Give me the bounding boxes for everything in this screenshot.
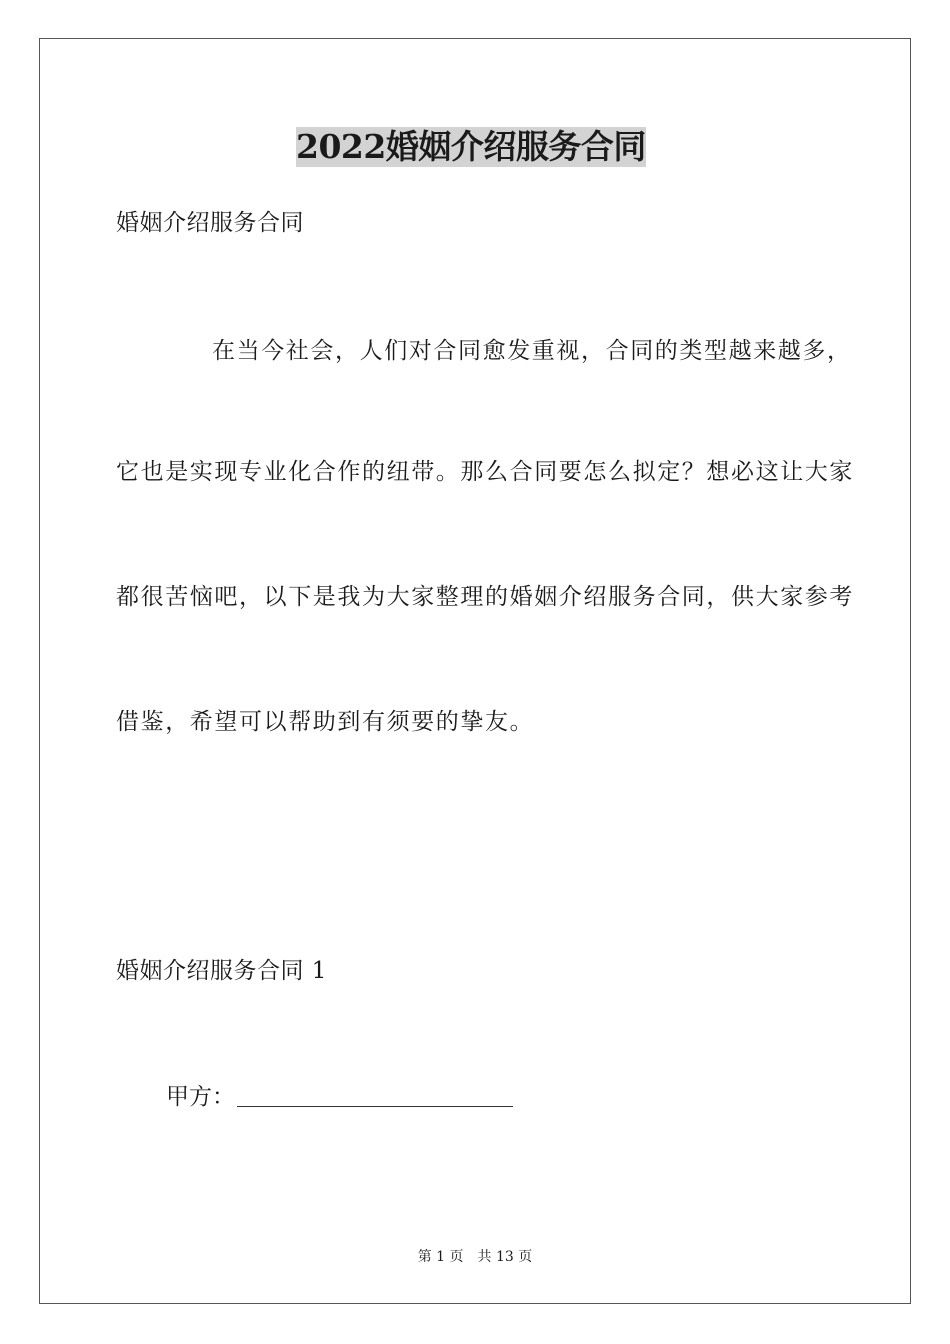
intro-paragraph-line: 它也是实现专业化合作的纽带。那么合同要怎么拟定？想必这让大家 [116, 459, 854, 485]
section-heading: 婚姻介绍服务合同 1 [116, 958, 327, 984]
party-a-blank-line [237, 1082, 513, 1107]
intro-paragraph-line: 在当今社会，人们对合同愈发重视，合同的类型越来越多， [212, 338, 852, 364]
document-title: 2022婚姻介绍服务合同 [296, 127, 646, 166]
intro-paragraph-line: 都很苦恼吧，以下是我为大家整理的婚姻介绍服务合同，供大家参考 [116, 584, 854, 610]
page-number: 第 1 页 [417, 1249, 464, 1265]
page-total: 共 13 页 [477, 1249, 533, 1265]
party-a-row [166, 1082, 513, 1112]
party-a-label: 甲方： [166, 1084, 235, 1110]
document-subtitle: 婚姻介绍服务合同 [116, 210, 304, 236]
page-footer [0, 1247, 950, 1267]
intro-paragraph-line: 借鉴，希望可以帮助到有须要的挚友。 [116, 709, 535, 735]
